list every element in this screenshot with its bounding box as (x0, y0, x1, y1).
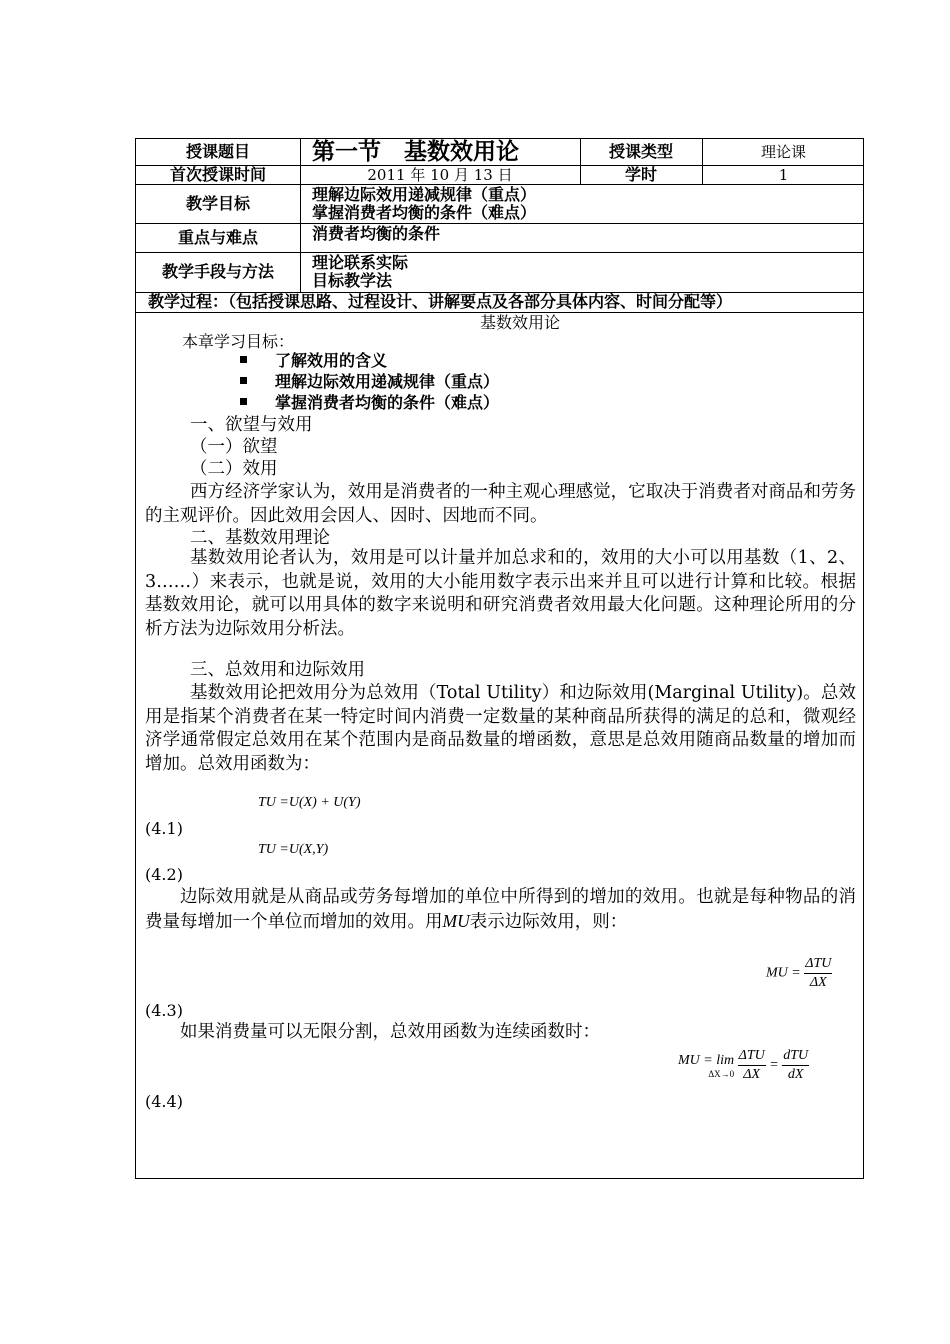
equation-3: MU = $\frac{\text{ΔTU}}{\Delta X}$ (766, 956, 832, 990)
col-divider (300, 139, 301, 292)
equation-1: TU =U(X) + U(Y) (258, 795, 361, 810)
equation-4-number: (4.4) (145, 1092, 183, 1111)
heading-1a: （一）欲望 (190, 437, 278, 457)
hours-value: 1 (778, 165, 789, 184)
goal-item: 理解边际效用递减规律（重点） (240, 372, 499, 392)
method-value (312, 252, 862, 292)
paragraph-5: 如果消费量可以无限分割，总效用函数为连续函数时： (180, 1022, 600, 1042)
topic-label: 授课题目 (185, 142, 250, 161)
type-value: 理论课 (760, 143, 806, 161)
bullet-icon (240, 398, 247, 405)
objective-label: 教学目标 (185, 193, 250, 213)
equation-2: TU =U(X,Y) (258, 842, 329, 857)
goal-item: 掌握消费者均衡的条件（难点） (240, 393, 499, 413)
bullet-icon (240, 356, 247, 363)
bullet-icon (240, 377, 247, 384)
first-time-value: 2011 年 10 月 13 日 (367, 165, 513, 184)
heading-1: 一、欲望与效用 (190, 415, 313, 435)
hours-label: 学时 (624, 164, 657, 184)
chapter-goals-label: 本章学习目标： (182, 332, 295, 351)
section-title: 基数效用论 (479, 313, 560, 332)
key-value: 消费者均衡的条件 (312, 224, 441, 243)
method-label: 教学手段与方法 (161, 262, 274, 281)
paragraph-3: 基数效用论把效用分为总效用（Total Utility）和边际效用(Marginal Utility)。总效用是指某个消费者在某一特定时间内消费一定数量的某种商品所获得的满足的总和，微观经济学通常假定总效用在某个范围内是商品数量的增函数，意思是总效用随商品数量的增加而增加。总效用函数为： (145, 683, 856, 774)
heading-3: 三、总效用和边际效用 (190, 660, 365, 680)
objective-line: 掌握消费者均衡的条件（难点） (312, 202, 537, 222)
paragraph-4: 边际效用就是从商品或劳务每增加的单位中所得到的增加的效用。也就是每种物品的消费量每增加一个单位而增加的效用。用MU表示边际效用，则： (145, 887, 856, 932)
mu-symbol: MU (442, 910, 470, 931)
objective-line: 理解边际效用递减规律（重点） (312, 184, 537, 204)
paragraph-2: 基数效用论者认为，效用是可以计量并加总求和的，效用的大小可以用基数（1、2、3……）来表示，也就是说，效用的大小能用数字表示出来并且可以进行计算和比较。根据基数效用论，就可以用具体的数字来说明和研究消费者效用最大化问题。这种理论所用的分析方法为边际效用分析法。 (145, 548, 856, 639)
paragraph-1: 西方经济学家认为，效用是消费者的一种主观心理感觉，它取决于消费者对商品和劳务的主观评价。因此效用会因人、因时、因地而不同。 (145, 482, 856, 526)
equation-1-number: (4.1) (145, 819, 183, 838)
heading-1b: （二）效用 (190, 459, 278, 479)
process-label: 教学过程：（包括授课思路、过程设计、讲解要点及各部分具体内容、时间分配等） (148, 292, 733, 311)
method-line: 目标教学法 (312, 271, 393, 290)
topic-value: 第一节 基数效用论 (312, 139, 519, 165)
objective-value (312, 184, 862, 223)
method-line: 理论联系实际 (312, 253, 409, 272)
heading-2: 二、基数效用理论 (190, 528, 330, 548)
type-label: 授课类型 (608, 142, 673, 161)
first-time-label: 首次授课时间 (169, 164, 266, 184)
equation-2-number: (4.2) (145, 865, 183, 884)
goal-item: 了解效用的含义 (240, 351, 387, 371)
equation-3-number: (4.3) (145, 1001, 183, 1020)
equation-4: MU = lim ΔX→0 $\frac{\text{ΔTU}}{\Delta X}$ = $\frac{\text{dTU}}{dX}$ (678, 1048, 809, 1082)
key-label: 重点与难点 (177, 227, 258, 247)
